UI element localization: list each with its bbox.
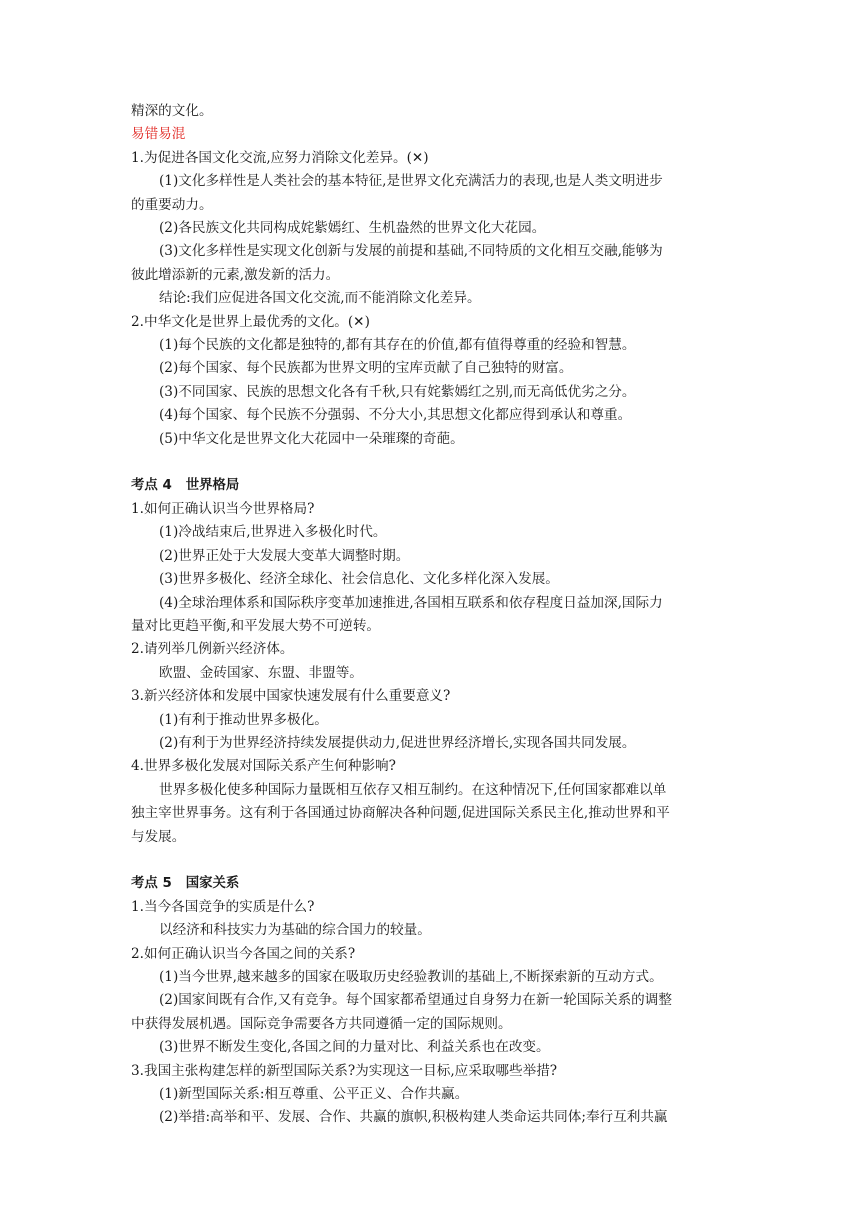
answer-line: (2)每个国家、每个民族都为世界文明的宝库贡献了自己独特的财富。 bbox=[159, 360, 573, 377]
answer-line: (4)全球治理体系和国际秩序变革加速推进,各国相互联系和依存程度日益加深,国际力 bbox=[159, 594, 663, 611]
answer-line: (2)世界正处于大发展大变革大调整时期。 bbox=[159, 547, 410, 564]
answer-line: (2)有利于为世界经济持续发展提供动力,促进世界经济增长,实现各国共同发展。 bbox=[159, 734, 636, 751]
question: 1.为促进各国文化交流,应努力消除文化差异。(✕) bbox=[131, 149, 429, 166]
answer-line: (3)文化多样性是实现文化创新与发展的前提和基础,不同特质的文化相互交融,能够为 bbox=[159, 243, 663, 260]
answer-line: 欧盟、金砖国家、东盟、非盟等。 bbox=[159, 664, 363, 681]
answer-line: (1)文化多样性是人类社会的基本特征,是世界文化充满活力的表现,也是人类文明进步 bbox=[159, 173, 663, 190]
section-number: 考点 4 bbox=[131, 478, 172, 494]
question: 4.世界多极化发展对国际关系产生何种影响? bbox=[131, 758, 396, 775]
answer-line: (3)世界不断发生变化,各国之间的力量对比、利益关系也在改变。 bbox=[159, 1039, 550, 1056]
answer-line: (2)举措:高举和平、发展、合作、共赢的旗帜,积极构建人类命运共同体;奉行互利共赢 bbox=[159, 1109, 668, 1126]
answer-line: 与发展。 bbox=[131, 828, 186, 845]
section-gap bbox=[131, 849, 731, 872]
answer-line: 量对比更趋平衡,和平发展大势不可逆转。 bbox=[131, 617, 381, 634]
mistakes-heading: 易错易混 bbox=[131, 126, 186, 143]
answer-line: 以经济和科技实力为基础的综合国力的较量。 bbox=[159, 922, 431, 939]
answer-line: (1)当今世界,越来越多的国家在吸取历史经验教训的基础上,不断探索新的互动方式。 bbox=[159, 969, 663, 985]
question: 3.新兴经济体和发展中国家快速发展有什么重要意义? bbox=[131, 688, 451, 705]
answer-line: 中获得发展机遇。国际竞争需要各方共同遵循一定的国际规则。 bbox=[131, 1015, 512, 1032]
section-gap bbox=[131, 451, 731, 474]
answer-line: (1)新型国际关系:相互尊重、公平正义、合作共赢。 bbox=[159, 1086, 469, 1103]
answer-line: (2)各民族文化共同构成姹紫嫣红、生机盎然的世界文化大花园。 bbox=[159, 220, 546, 237]
answer-line: 结论:我们应促进各国文化交流,而不能消除文化差异。 bbox=[159, 290, 481, 307]
answer-line: 彼此增添新的元素,激发新的活力。 bbox=[131, 266, 340, 283]
answer-line: (1)每个民族的文化都是独特的,都有其存在的价值,都有值得尊重的经验和智慧。 bbox=[159, 337, 636, 354]
question: 2.请列举几例新兴经济体。 bbox=[131, 641, 294, 658]
answer-line: (1)冷战结束后,世界进入多极化时代。 bbox=[159, 524, 387, 541]
question: 2.如何正确认识当今各国之间的关系? bbox=[131, 945, 356, 962]
question: 2.中华文化是世界上最优秀的文化。(✕) bbox=[131, 313, 370, 330]
section-name: 国家关系 bbox=[185, 876, 240, 892]
answer-line: 的重要动力。 bbox=[131, 196, 213, 213]
answer-line: 独主宰世界事务。这有利于各国通过协商解决各种问题,促进国际关系民主化,推动世界和平 bbox=[131, 805, 670, 822]
answer-line: (3)世界多极化、经济全球化、社会信息化、文化多样化深入发展。 bbox=[159, 571, 559, 588]
intro-tail: 精深的文化。 bbox=[131, 103, 213, 119]
answer-line: (5)中华文化是世界文化大花园中一朵璀璨的奇葩。 bbox=[159, 430, 464, 447]
answer-line: (3)不同国家、民族的思想文化各有千秋,只有姹紫嫣红之别,而无高低优劣之分。 bbox=[159, 383, 636, 400]
question: 3.我国主张构建怎样的新型国际关系?为实现这一目标,应采取哪些举措? bbox=[131, 1062, 558, 1079]
answer-line: (1)有利于推动世界多极化。 bbox=[159, 711, 328, 728]
answer-line: (4)每个国家、每个民族不分强弱、不分大小,其思想文化都应得到承认和尊重。 bbox=[159, 407, 632, 424]
section-number: 考点 5 bbox=[131, 876, 172, 892]
question: 1.当今各国竞争的实质是什么? bbox=[131, 898, 315, 915]
document-page bbox=[131, 100, 731, 1130]
answer-line: (2)国家间既有合作,又有竞争。每个国家都希望通过自身努力在新一轮国际关系的调整 bbox=[159, 992, 672, 1009]
section-name: 世界格局 bbox=[185, 478, 240, 494]
section-title bbox=[131, 872, 731, 895]
question: 1.如何正确认识当今世界格局? bbox=[131, 500, 315, 517]
answer-line: 世界多极化使多种国际力量既相互依存又相互制约。在这种情况下,任何国家都难以单 bbox=[159, 781, 667, 798]
section-title bbox=[131, 474, 731, 497]
